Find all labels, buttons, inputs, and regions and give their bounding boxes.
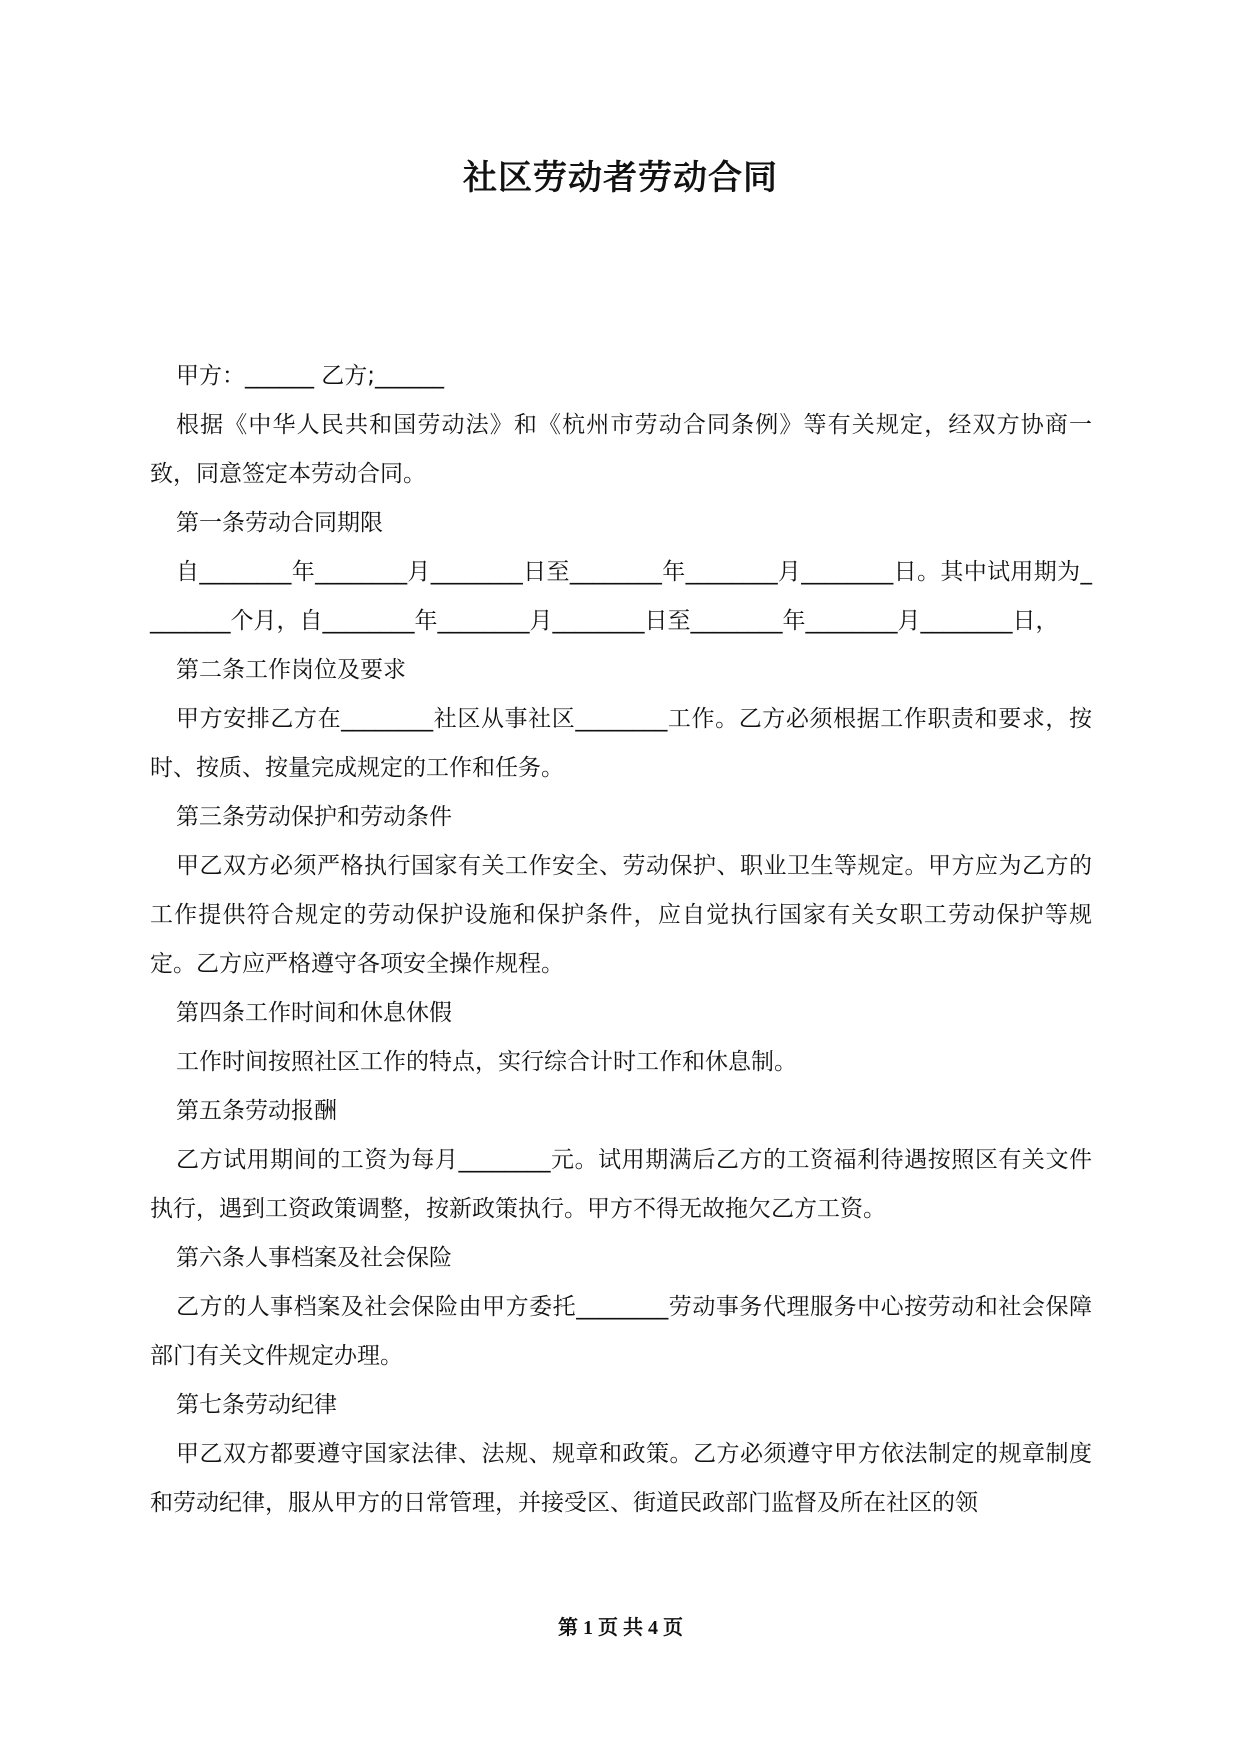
article-5-heading: 第五条劳动报酬 bbox=[176, 1098, 337, 1124]
parties-line: 甲方：______ 乙方;______ bbox=[176, 363, 445, 389]
article-1-text: 自________年________月________日至________年________月________日。其中试用期为________个月，自________年________月________日至________年________月________日， bbox=[150, 559, 1092, 634]
article-7-text: 甲乙双方都要遵守国家法律、法规、规章和政策。乙方必须遵守甲方依法制定的规章制度和劳动纪律，服从甲方的日常管理，并接受区、街道民政部门监督及所在社区的领 bbox=[150, 1441, 1092, 1516]
article-7-heading: 第七条劳动纪律 bbox=[176, 1392, 337, 1418]
article-2-text: 甲方安排乙方在________社区从事社区________工作。乙方必须根据工作职责和要求，按时、按质、按量完成规定的工作和任务。 bbox=[150, 706, 1092, 781]
page-footer: 第 1 页 共 4 页 bbox=[558, 1617, 683, 1639]
article-4-text: 工作时间按照社区工作的特点，实行综合计时工作和休息制。 bbox=[176, 1049, 797, 1075]
article-2-heading: 第二条工作岗位及要求 bbox=[176, 657, 406, 683]
document-body bbox=[150, 352, 1092, 1528]
article-3-heading: 第三条劳动保护和劳动条件 bbox=[176, 804, 452, 830]
article-4-heading: 第四条工作时间和休息休假 bbox=[176, 1000, 452, 1026]
article-5-text: 乙方试用期间的工资为每月________元。试用期满后乙方的工资福利待遇按照区有关文件执行，遇到工资政策调整，按新政策执行。甲方不得无故拖欠乙方工资。 bbox=[150, 1147, 1092, 1222]
article-1-heading: 第一条劳动合同期限 bbox=[176, 510, 383, 536]
preamble-paragraph: 根据《中华人民共和国劳动法》和《杭州市劳动合同条例》等有关规定，经双方协商一致，同意签定本劳动合同。 bbox=[150, 412, 1092, 487]
article-3-text: 甲乙双方必须严格执行国家有关工作安全、劳动保护、职业卫生等规定。甲方应为乙方的工作提供符合规定的劳动保护设施和保护条件，应自觉执行国家有关女职工劳动保护等规定。乙方应严格遵守各项安全操作规程。 bbox=[150, 853, 1092, 977]
article-6-heading: 第六条人事档案及社会保险 bbox=[176, 1245, 452, 1271]
article-6-text: 乙方的人事档案及社会保险由甲方委托________劳动事务代理服务中心按劳动和社会保障部门有关文件规定办理。 bbox=[150, 1294, 1092, 1369]
document-title: 社区劳动者劳动合同 bbox=[463, 158, 778, 198]
